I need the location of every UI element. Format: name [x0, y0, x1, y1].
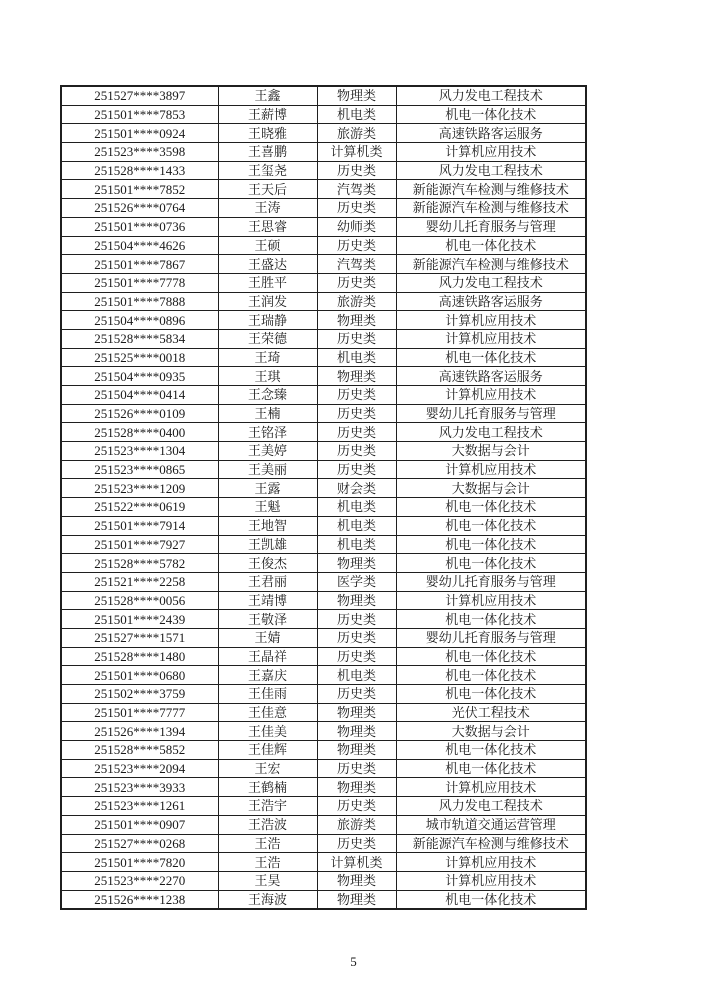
- table-row: [61, 311, 586, 330]
- table-row: [61, 105, 586, 124]
- student-name-cell: 王嘉庆: [218, 666, 317, 685]
- table-row: [61, 628, 586, 647]
- admitted-major-cell: 机电一体化技术: [396, 535, 586, 554]
- exam-category-cell: 幼师类: [317, 217, 396, 236]
- exam-category-cell: 计算机类: [317, 853, 396, 872]
- student-name-cell: 王硕: [218, 236, 317, 255]
- admitted-major-cell: 大数据与会计: [396, 442, 586, 461]
- student-id-cell: 251523****2094: [61, 759, 218, 778]
- student-name-cell: 王浩: [218, 853, 317, 872]
- admitted-major-cell: 计算机应用技术: [396, 311, 586, 330]
- student-id-cell: 251527****1571: [61, 628, 218, 647]
- admitted-major-cell: 机电一体化技术: [396, 516, 586, 535]
- table-row: [61, 890, 586, 909]
- student-name-cell: 王浩波: [218, 815, 317, 834]
- table-row: [61, 236, 586, 255]
- student-id-cell: 251526****1394: [61, 722, 218, 741]
- admitted-major-cell: 机电一体化技术: [396, 554, 586, 573]
- exam-category-cell: 物理类: [317, 741, 396, 760]
- student-name-cell: 王昊: [218, 871, 317, 890]
- table-row: [61, 479, 586, 498]
- student-id-cell: 251501****2439: [61, 610, 218, 629]
- table-row: [61, 273, 586, 292]
- student-name-cell: 王琪: [218, 367, 317, 386]
- student-name-cell: 王美丽: [218, 460, 317, 479]
- student-name-cell: 王瑞静: [218, 311, 317, 330]
- table-row: [61, 591, 586, 610]
- exam-category-cell: 旅游类: [317, 124, 396, 143]
- admitted-major-cell: 高速铁路客运服务: [396, 292, 586, 311]
- student-name-cell: 王喜鹏: [218, 143, 317, 162]
- student-name-cell: 王楠: [218, 404, 317, 423]
- table-row: [61, 647, 586, 666]
- student-id-cell: 251525****0018: [61, 348, 218, 367]
- exam-category-cell: 历史类: [317, 329, 396, 348]
- student-id-cell: 251501****0680: [61, 666, 218, 685]
- admitted-major-cell: 风力发电工程技术: [396, 797, 586, 816]
- exam-category-cell: 机电类: [317, 105, 396, 124]
- student-id-cell: 251523****3933: [61, 778, 218, 797]
- admitted-major-cell: 风力发电工程技术: [396, 161, 586, 180]
- student-id-cell: 251523****1209: [61, 479, 218, 498]
- admitted-major-cell: 高速铁路客运服务: [396, 124, 586, 143]
- student-id-cell: 251501****7852: [61, 180, 218, 199]
- table-row: [61, 741, 586, 760]
- exam-category-cell: 物理类: [317, 871, 396, 890]
- exam-category-cell: 历史类: [317, 442, 396, 461]
- table-row: [61, 815, 586, 834]
- table-row: [61, 722, 586, 741]
- table-row: [61, 255, 586, 274]
- student-name-cell: 王思睿: [218, 217, 317, 236]
- table-row: [61, 703, 586, 722]
- table-row: [61, 797, 586, 816]
- admitted-major-cell: 计算机应用技术: [396, 871, 586, 890]
- table-row: [61, 853, 586, 872]
- admitted-major-cell: 婴幼儿托育服务与管理: [396, 217, 586, 236]
- admitted-major-cell: 婴幼儿托育服务与管理: [396, 572, 586, 591]
- exam-category-cell: 历史类: [317, 161, 396, 180]
- exam-category-cell: 历史类: [317, 610, 396, 629]
- admitted-major-cell: 大数据与会计: [396, 479, 586, 498]
- student-id-cell: 251523****3598: [61, 143, 218, 162]
- student-name-cell: 王薪博: [218, 105, 317, 124]
- table-row: [61, 759, 586, 778]
- table-row: [61, 348, 586, 367]
- student-name-cell: 王晶祥: [218, 647, 317, 666]
- exam-category-cell: 物理类: [317, 367, 396, 386]
- student-id-cell: 251501****0924: [61, 124, 218, 143]
- student-name-cell: 王浩: [218, 834, 317, 853]
- admitted-major-cell: 计算机应用技术: [396, 143, 586, 162]
- table-row: [61, 610, 586, 629]
- exam-category-cell: 计算机类: [317, 143, 396, 162]
- page-number: 5: [350, 954, 357, 969]
- exam-category-cell: 历史类: [317, 423, 396, 442]
- admitted-major-cell: 机电一体化技术: [396, 105, 586, 124]
- admitted-major-cell: 光伏工程技术: [396, 703, 586, 722]
- student-id-cell: 251528****1480: [61, 647, 218, 666]
- student-name-cell: 王俊杰: [218, 554, 317, 573]
- table-row: [61, 161, 586, 180]
- admitted-major-cell: 机电一体化技术: [396, 236, 586, 255]
- student-id-cell: 251501****0907: [61, 815, 218, 834]
- table-row: [61, 124, 586, 143]
- student-id-cell: 251501****7888: [61, 292, 218, 311]
- admitted-major-cell: 新能源汽车检测与维修技术: [396, 834, 586, 853]
- exam-category-cell: 旅游类: [317, 292, 396, 311]
- student-name-cell: 王婧: [218, 628, 317, 647]
- student-id-cell: 251501****7853: [61, 105, 218, 124]
- student-name-cell: 王润发: [218, 292, 317, 311]
- student-name-cell: 王荣德: [218, 329, 317, 348]
- admission-roster-table: [60, 85, 587, 910]
- table-row: [61, 871, 586, 890]
- exam-category-cell: 历史类: [317, 834, 396, 853]
- exam-category-cell: 财会类: [317, 479, 396, 498]
- student-id-cell: 251528****0056: [61, 591, 218, 610]
- student-id-cell: 251501****7914: [61, 516, 218, 535]
- admitted-major-cell: 风力发电工程技术: [396, 86, 586, 105]
- admitted-major-cell: 机电一体化技术: [396, 348, 586, 367]
- exam-category-cell: 历史类: [317, 685, 396, 704]
- exam-category-cell: 历史类: [317, 273, 396, 292]
- student-name-cell: 王海波: [218, 890, 317, 909]
- student-id-cell: 251526****0109: [61, 404, 218, 423]
- student-id-cell: 251523****1261: [61, 797, 218, 816]
- table-row: [61, 199, 586, 218]
- student-id-cell: 251526****1238: [61, 890, 218, 909]
- admitted-major-cell: 高速铁路客运服务: [396, 367, 586, 386]
- student-id-cell: 251501****7777: [61, 703, 218, 722]
- table-row: [61, 143, 586, 162]
- admitted-major-cell: 计算机应用技术: [396, 591, 586, 610]
- admitted-major-cell: 计算机应用技术: [396, 778, 586, 797]
- student-id-cell: 251527****3897: [61, 86, 218, 105]
- admitted-major-cell: 机电一体化技术: [396, 498, 586, 517]
- table-row: [61, 778, 586, 797]
- table-row: [61, 516, 586, 535]
- student-id-cell: 251528****1433: [61, 161, 218, 180]
- student-name-cell: 王地智: [218, 516, 317, 535]
- student-name-cell: 王露: [218, 479, 317, 498]
- exam-category-cell: 机电类: [317, 666, 396, 685]
- exam-category-cell: 历史类: [317, 404, 396, 423]
- student-id-cell: 251502****3759: [61, 685, 218, 704]
- table-row: [61, 217, 586, 236]
- admitted-major-cell: 计算机应用技术: [396, 853, 586, 872]
- admitted-major-cell: 新能源汽车检测与维修技术: [396, 199, 586, 218]
- student-id-cell: 251522****0619: [61, 498, 218, 517]
- admitted-major-cell: 新能源汽车检测与维修技术: [396, 255, 586, 274]
- table-row: [61, 535, 586, 554]
- table-row: [61, 292, 586, 311]
- student-id-cell: 251501****7867: [61, 255, 218, 274]
- exam-category-cell: 历史类: [317, 647, 396, 666]
- student-id-cell: 251501****0736: [61, 217, 218, 236]
- exam-category-cell: 医学类: [317, 572, 396, 591]
- student-name-cell: 王晓雅: [218, 124, 317, 143]
- exam-category-cell: 物理类: [317, 86, 396, 105]
- admitted-major-cell: 风力发电工程技术: [396, 273, 586, 292]
- student-name-cell: 王凯雄: [218, 535, 317, 554]
- student-name-cell: 王涛: [218, 199, 317, 218]
- table-row: [61, 423, 586, 442]
- exam-category-cell: 历史类: [317, 460, 396, 479]
- table-row: [61, 404, 586, 423]
- exam-category-cell: 物理类: [317, 591, 396, 610]
- exam-category-cell: 物理类: [317, 778, 396, 797]
- student-id-cell: 251528****5834: [61, 329, 218, 348]
- student-id-cell: 251501****7778: [61, 273, 218, 292]
- admitted-major-cell: 风力发电工程技术: [396, 423, 586, 442]
- student-name-cell: 王天后: [218, 180, 317, 199]
- exam-category-cell: 旅游类: [317, 815, 396, 834]
- exam-category-cell: 历史类: [317, 759, 396, 778]
- student-name-cell: 王宏: [218, 759, 317, 778]
- exam-category-cell: 历史类: [317, 386, 396, 405]
- admitted-major-cell: 机电一体化技术: [396, 759, 586, 778]
- table-row: [61, 834, 586, 853]
- student-id-cell: 251504****0414: [61, 386, 218, 405]
- student-id-cell: 251523****1304: [61, 442, 218, 461]
- student-name-cell: 王浩宇: [218, 797, 317, 816]
- exam-category-cell: 物理类: [317, 311, 396, 330]
- admitted-major-cell: 机电一体化技术: [396, 666, 586, 685]
- student-id-cell: 251521****2258: [61, 572, 218, 591]
- student-name-cell: 王佳意: [218, 703, 317, 722]
- student-id-cell: 251504****0935: [61, 367, 218, 386]
- exam-category-cell: 物理类: [317, 554, 396, 573]
- student-name-cell: 王琦: [218, 348, 317, 367]
- student-id-cell: 251528****5852: [61, 741, 218, 760]
- admitted-major-cell: 城市轨道交通运营管理: [396, 815, 586, 834]
- admitted-major-cell: 计算机应用技术: [396, 386, 586, 405]
- exam-category-cell: 物理类: [317, 722, 396, 741]
- admitted-major-cell: 机电一体化技术: [396, 741, 586, 760]
- admitted-major-cell: 计算机应用技术: [396, 460, 586, 479]
- exam-category-cell: 历史类: [317, 628, 396, 647]
- student-name-cell: 王敬泽: [218, 610, 317, 629]
- table-row: [61, 460, 586, 479]
- admitted-major-cell: 机电一体化技术: [396, 890, 586, 909]
- exam-category-cell: 物理类: [317, 890, 396, 909]
- exam-category-cell: 机电类: [317, 535, 396, 554]
- admitted-major-cell: 大数据与会计: [396, 722, 586, 741]
- table-row: [61, 86, 586, 105]
- student-name-cell: 王佳美: [218, 722, 317, 741]
- exam-category-cell: 机电类: [317, 516, 396, 535]
- admitted-major-cell: 婴幼儿托育服务与管理: [396, 628, 586, 647]
- student-id-cell: 251501****7820: [61, 853, 218, 872]
- student-name-cell: 王佳雨: [218, 685, 317, 704]
- student-name-cell: 王美婷: [218, 442, 317, 461]
- student-name-cell: 王铭泽: [218, 423, 317, 442]
- exam-category-cell: 机电类: [317, 348, 396, 367]
- student-name-cell: 王胜平: [218, 273, 317, 292]
- admitted-major-cell: 计算机应用技术: [396, 329, 586, 348]
- table-row: [61, 554, 586, 573]
- exam-category-cell: 汽驾类: [317, 180, 396, 199]
- student-name-cell: 王鹤楠: [218, 778, 317, 797]
- student-id-cell: 251527****0268: [61, 834, 218, 853]
- student-name-cell: 王魁: [218, 498, 317, 517]
- table-row: [61, 180, 586, 199]
- student-name-cell: 王念臻: [218, 386, 317, 405]
- student-id-cell: 251504****4626: [61, 236, 218, 255]
- exam-category-cell: 物理类: [317, 703, 396, 722]
- exam-category-cell: 历史类: [317, 199, 396, 218]
- table-row: [61, 666, 586, 685]
- exam-category-cell: 历史类: [317, 797, 396, 816]
- student-id-cell: 251528****5782: [61, 554, 218, 573]
- table-row: [61, 442, 586, 461]
- table-row: [61, 685, 586, 704]
- student-name-cell: 王鑫: [218, 86, 317, 105]
- student-id-cell: 251501****7927: [61, 535, 218, 554]
- student-id-cell: 251523****2270: [61, 871, 218, 890]
- student-name-cell: 王玺尧: [218, 161, 317, 180]
- student-name-cell: 王君丽: [218, 572, 317, 591]
- exam-category-cell: 机电类: [317, 498, 396, 517]
- admitted-major-cell: 新能源汽车检测与维修技术: [396, 180, 586, 199]
- student-id-cell: 251504****0896: [61, 311, 218, 330]
- student-name-cell: 王靖博: [218, 591, 317, 610]
- table-row: [61, 498, 586, 517]
- exam-category-cell: 历史类: [317, 236, 396, 255]
- table-row: [61, 572, 586, 591]
- admitted-major-cell: 机电一体化技术: [396, 685, 586, 704]
- admitted-major-cell: 机电一体化技术: [396, 647, 586, 666]
- admission-roster-body: [61, 86, 586, 909]
- table-row: [61, 386, 586, 405]
- exam-category-cell: 汽驾类: [317, 255, 396, 274]
- student-id-cell: 251528****0400: [61, 423, 218, 442]
- student-id-cell: 251523****0865: [61, 460, 218, 479]
- student-id-cell: 251526****0764: [61, 199, 218, 218]
- admitted-major-cell: 机电一体化技术: [396, 610, 586, 629]
- student-name-cell: 王佳辉: [218, 741, 317, 760]
- admitted-major-cell: 婴幼儿托育服务与管理: [396, 404, 586, 423]
- table-row: [61, 367, 586, 386]
- student-name-cell: 王盛达: [218, 255, 317, 274]
- table-row: [61, 329, 586, 348]
